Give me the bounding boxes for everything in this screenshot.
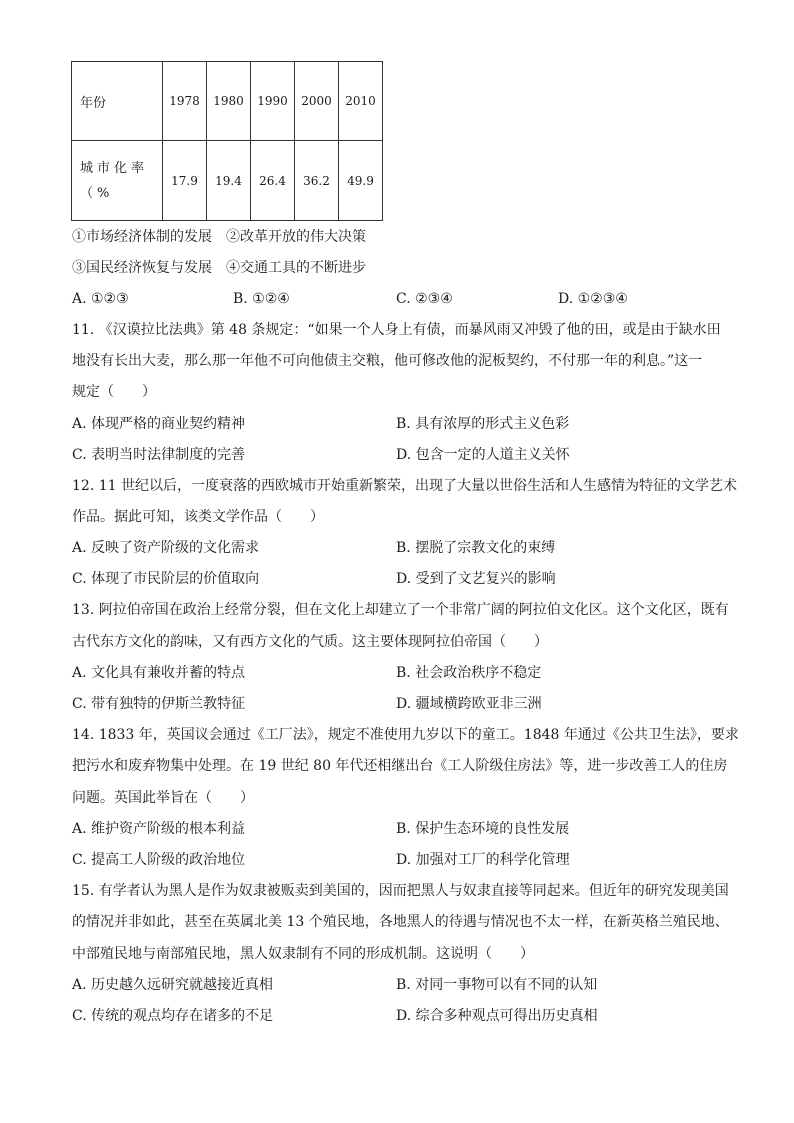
table-cell-year: 1990 bbox=[251, 62, 295, 141]
table-cell-rate: 49.9 bbox=[339, 141, 383, 221]
q14-option-a[interactable]: A. 维护资产阶级的根本利益 bbox=[72, 821, 246, 837]
q10-option-d[interactable]: D. ①②③④ bbox=[558, 291, 628, 307]
table-cell-year: 2010 bbox=[339, 62, 383, 141]
table-cell-year: 1980 bbox=[207, 62, 251, 141]
q13-stem-line: 古代东方文化的韵味，又有西方文化的气质。这主要体现阿拉伯帝国（ ） bbox=[72, 634, 548, 650]
q12-stem-line: 12. 11 世纪以后，一度衰落的西欧城市开始重新繁荣，出现了大量以世俗生活和人生感情为特征的文学艺术 bbox=[72, 478, 737, 494]
q12-stem-line: 作品。据此可知，该类文学作品（ ） bbox=[72, 509, 324, 525]
q13-option-a[interactable]: A. 文化具有兼收并蓄的特点 bbox=[72, 665, 246, 681]
q14-option-d[interactable]: D. 加强对工厂的科学化管理 bbox=[396, 852, 570, 868]
rate-header-line1: 城市化率 bbox=[80, 160, 149, 176]
q15-option-a[interactable]: A. 历史越久远研究就越接近真相 bbox=[72, 977, 274, 993]
q15-option-b[interactable]: B. 对同一事物可以有不同的认知 bbox=[396, 977, 598, 993]
q10-option-a[interactable]: A. ①②③ bbox=[72, 291, 129, 307]
table-cell-year: 1978 bbox=[163, 62, 207, 141]
q15-stem-line: 的情况并非如此，甚至在英属北美 13 个殖民地，各地黑人的待遇与情况也不太一样，在新英格兰殖民地、 bbox=[72, 914, 729, 930]
table-header-rate bbox=[72, 141, 163, 221]
q13-option-c[interactable]: C. 带有独特的伊斯兰教特征 bbox=[72, 696, 246, 712]
q13-option-b[interactable]: B. 社会政治秩序不稳定 bbox=[396, 665, 542, 681]
table-cell-rate: 17.9 bbox=[163, 141, 207, 221]
q11-stem-line: 地没有长出大麦，那么那一年他不可向他债主交粮，他可修改他的泥板契约，不付那一年的利息。”这一 bbox=[72, 353, 703, 369]
q10-option-b[interactable]: B. ①②④ bbox=[233, 291, 290, 307]
q13-stem-line: 13. 阿拉伯帝国在政治上经常分裂，但在文化上却建立了一个非常广阔的阿拉伯文化区。这个文化区，既有 bbox=[72, 602, 729, 618]
q11-option-b[interactable]: B. 具有浓厚的形式主义色彩 bbox=[396, 416, 570, 432]
q14-option-c[interactable]: C. 提高工人阶级的政治地位 bbox=[72, 852, 246, 868]
q15-stem-line: 中部殖民地与南部殖民地，黑人奴隶制有不同的形成机制。这说明（ ） bbox=[72, 946, 534, 962]
q11-option-c[interactable]: C. 表明当时法律制度的完善 bbox=[72, 447, 246, 463]
q15-option-c[interactable]: C. 传统的观点均存在诸多的不足 bbox=[72, 1008, 274, 1024]
q15-stem-line: 15. 有学者认为黑人是作为奴隶被贩卖到美国的，因而把黑人与奴隶直接等同起来。但近年的研究发现美国 bbox=[72, 883, 729, 899]
q14-stem-line: 把污水和废弃物集中处理。在 19 世纪 80 年代还相继出台《工人阶级住房法》等，进一步改善工人的住房 bbox=[72, 758, 728, 774]
q15-option-d[interactable]: D. 综合多种观点可得出历史真相 bbox=[396, 1008, 598, 1024]
q14-stem-line: 14. 1833 年，英国议会通过《工厂法》，规定不准使用九岁以下的童工。1848 年通过《公共卫生法》，要求 bbox=[72, 727, 739, 743]
q12-option-b[interactable]: B. 摆脱了宗教文化的束缚 bbox=[396, 540, 556, 556]
q14-stem-line: 问题。英国此举旨在（ ） bbox=[72, 790, 254, 806]
urbanization-table bbox=[71, 61, 383, 221]
table-cell-rate: 26.4 bbox=[251, 141, 295, 221]
table-cell-rate: 19.4 bbox=[207, 141, 251, 221]
q12-option-d[interactable]: D. 受到了文艺复兴的影响 bbox=[396, 571, 556, 587]
q13-option-d[interactable]: D. 疆域横跨欧亚非三洲 bbox=[396, 696, 542, 712]
q11-option-a[interactable]: A. 体现严格的商业契约精神 bbox=[72, 416, 246, 432]
rate-header-line2: （% bbox=[80, 185, 114, 201]
q12-option-a[interactable]: A. 反映了资产阶级的文化需求 bbox=[72, 540, 260, 556]
q11-stem-line: 规定（ ） bbox=[72, 384, 156, 400]
table-cell-rate: 36.2 bbox=[295, 141, 339, 221]
table-cell-year: 2000 bbox=[295, 62, 339, 141]
q12-option-c[interactable]: C. 体现了市民阶层的价值取向 bbox=[72, 571, 260, 587]
table-row bbox=[72, 62, 383, 141]
table-row bbox=[72, 141, 383, 221]
q11-stem-line: 11. 《汉谟拉比法典》第 48 条规定：“如果一个人身上有债，而暴风雨又冲毁了他的田，或是由于缺水田 bbox=[72, 322, 721, 338]
q10-items-line: ③国民经济恢复与发展 ④交通工具的不断进步 bbox=[72, 260, 366, 276]
q14-option-b[interactable]: B. 保护生态环境的良性发展 bbox=[396, 821, 570, 837]
q10-items-line: ①市场经济体制的发展 ②改革开放的伟大决策 bbox=[72, 229, 366, 245]
table-header-year: 年份 bbox=[72, 62, 163, 141]
q10-option-c[interactable]: C. ②③④ bbox=[396, 291, 453, 307]
q11-option-d[interactable]: D. 包含一定的人道主义关怀 bbox=[396, 447, 570, 463]
